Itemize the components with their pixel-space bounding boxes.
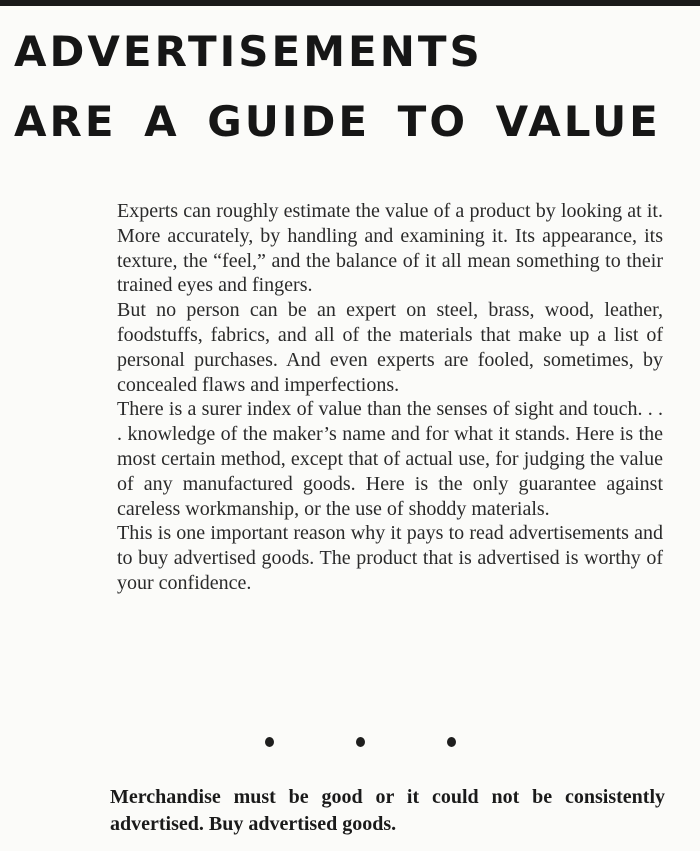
paragraph-experts: Experts can roughly estimate the value of a product by looking at it. More accurately, by handling and examining it. Its appearance, its texture, the “feel,” and the balance of it all mean something to their trained eyes and fingers. [117,200,663,297]
headline-line-2: ARE A GUIDE TO VALUE [14,97,661,146]
divider-dot [265,737,274,747]
section-divider [0,737,700,751]
divider-dot [356,737,365,747]
headline-line-1: ADVERTISEMENTS [14,27,483,76]
divider-dot [447,737,456,747]
paragraph-surer-index: There is a surer index of value than the senses of sight and touch. . . . knowledge of the maker’s name and for what it stands. Here is the most certain method, except that of actual use, for judging the value of any manufactured goods. Here is the only guarantee against careless workmanship, or the use of shoddy materials. [117,398,663,520]
paragraph-important-reason: This is one important reason why it pays to read advertisements and to buy advertised goods. The product that is advertised is worthy of your confidence. [117,522,663,594]
closing-statement: Merchandise must be good or it could not be consistently advertised. Buy advertised goods. [110,786,665,835]
body-text [117,199,663,596]
top-rule [0,0,700,6]
paragraph-no-person: But no person can be an expert on steel, brass, wood, leather, foodstuffs, fabrics, and all of the materials that make up a list of personal purchases. And even experts are fooled, sometimes, by concealed flaws and imperfections. [117,299,663,396]
